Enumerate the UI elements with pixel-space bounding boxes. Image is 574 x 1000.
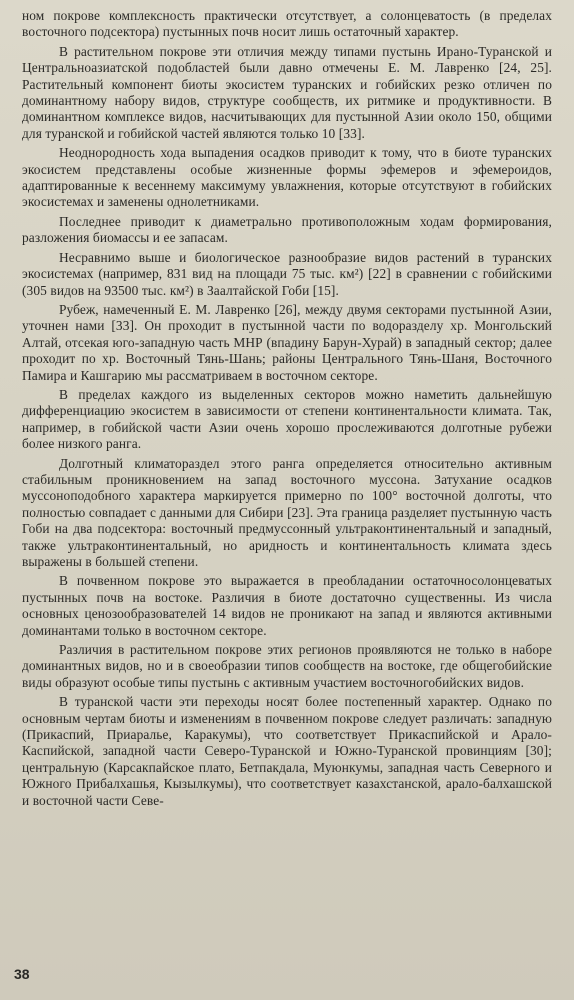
paragraph: В пределах каждого из выделенных секторов можно наметить дальнейшую дифференциацию экосистем в зависимости от степени континентальности климата. Так, например, в гобийской части Азии очень хорошо прослеживаются долготные рубежи более низкого ранга. — [22, 386, 552, 452]
paragraph: В растительном покрове эти отличия между типами пустынь Ирано-Туранской и Центральноазиатской подобластей были давно отмечены Е. М. Лавренко [24, 25]. Растительный компонент биоты экосистем туранских и гобийских резко отличен по доминантному набору видов, структуре сообществ, их ритмике и продуктивности. В доминантном комплексе видов, насчитывающих для пустынной Азии около 150, общими для туранской и гобийской частей являются только 10 [33]. — [22, 43, 552, 141]
paragraph: В почвенном покрове это выражается в преобладании остаточносолонцеватых пустынных почв на востоке. Различия в биоте достаточно существенны. Из числа основных ценозообразователей 14 видов не проникают на запад и являются активными доминантами только в восточном секторе. — [22, 573, 552, 638]
paragraph: Рубеж, намеченный Е. М. Лавренко [26], между двумя секторами пустынной Азии, уточнен нами [33]. Он проходит в пустынной части по водоразделу хр. Монгольский Алтай, отсекая юго-западную часть МНР (впадину Барун-Хурай) в западный сектор; далее проходит по хр. Восточный Тянь-Шань; районы Центрального Тянь-Шаня, Восточного Памира и Кашгарию мы рассматриваем в восточном секторе. — [22, 301, 552, 383]
body-text — [22, 8, 552, 809]
page-number: 38 — [14, 966, 30, 982]
paragraph: Последнее приводит к диаметрально противоположным ходам формирования, разложения биомассы и ее запасам. — [22, 213, 552, 246]
paragraph: Несравнимо выше и биологическое разнообразие видов растений в туранских экосистемах (например, 831 вид на площади 75 тыс. км²) [22] в сравнении с гобийскими (305 видов на 93500 тыс. км²) в Заалтайской Гоби [15]. — [22, 249, 552, 298]
paragraph: ном покрове комплексность практически отсутствует, а солонцеватость (в пределах восточного подсектора) пустынных почв носит лишь остаточный характер. — [22, 8, 552, 40]
paragraph: Неоднородность хода выпадения осадков приводит к тому, что в биоте туранских экосистем представлены особые жизненные формы эфемеров и эфемероидов, адаптированные к весеннему максимуму увлажнения, которые отсутствуют в гобийских экосистемах и заменены однолетниками. — [22, 145, 552, 210]
paragraph: Долготный климатораздел этого ранга определяется относительно активным стабильным проникновением на запад восточного муссона. Затухание осадков муссоноподобного характера маркируется примерно по 100° восточной долготы, что полностью совпадает с данными для Сибири [23]. Эта граница разделяет пустынную часть Гоби на два подсектора: восточный предмуссонный ультраконтинентальный и западный, также ультраконтинентальный, но аридность и континентальность климата здесь выражены в большей степени. — [22, 455, 552, 569]
paragraph: Различия в растительном покрове этих регионов проявляются не только в наборе доминантных видов, но и в своеобразии типов сообществ на востоке, где общегобийские виды образуют особые типы пустынь с активным участием восточногобийских видов. — [22, 642, 552, 690]
paragraph: В туранской части эти переходы носят более постепенный характер. Однако по основным чертам биоты и изменениям в почвенном покрове следует различать: западную (Прикаспий, Приаралье, Каракумы), что соответствует Прикаспийской и Арало-Каспийской, западной части Северо-Туранской и Южно-Туранской провинциям [30]; центральную (Карсакпайское плато, Бетпакдала, Муюнкумы, западная часть Северного и Южного Прибалхашья, Кызылкумы), что соответствует казахстанской, арало-балхашской и восточной части Севе- — [22, 694, 552, 808]
